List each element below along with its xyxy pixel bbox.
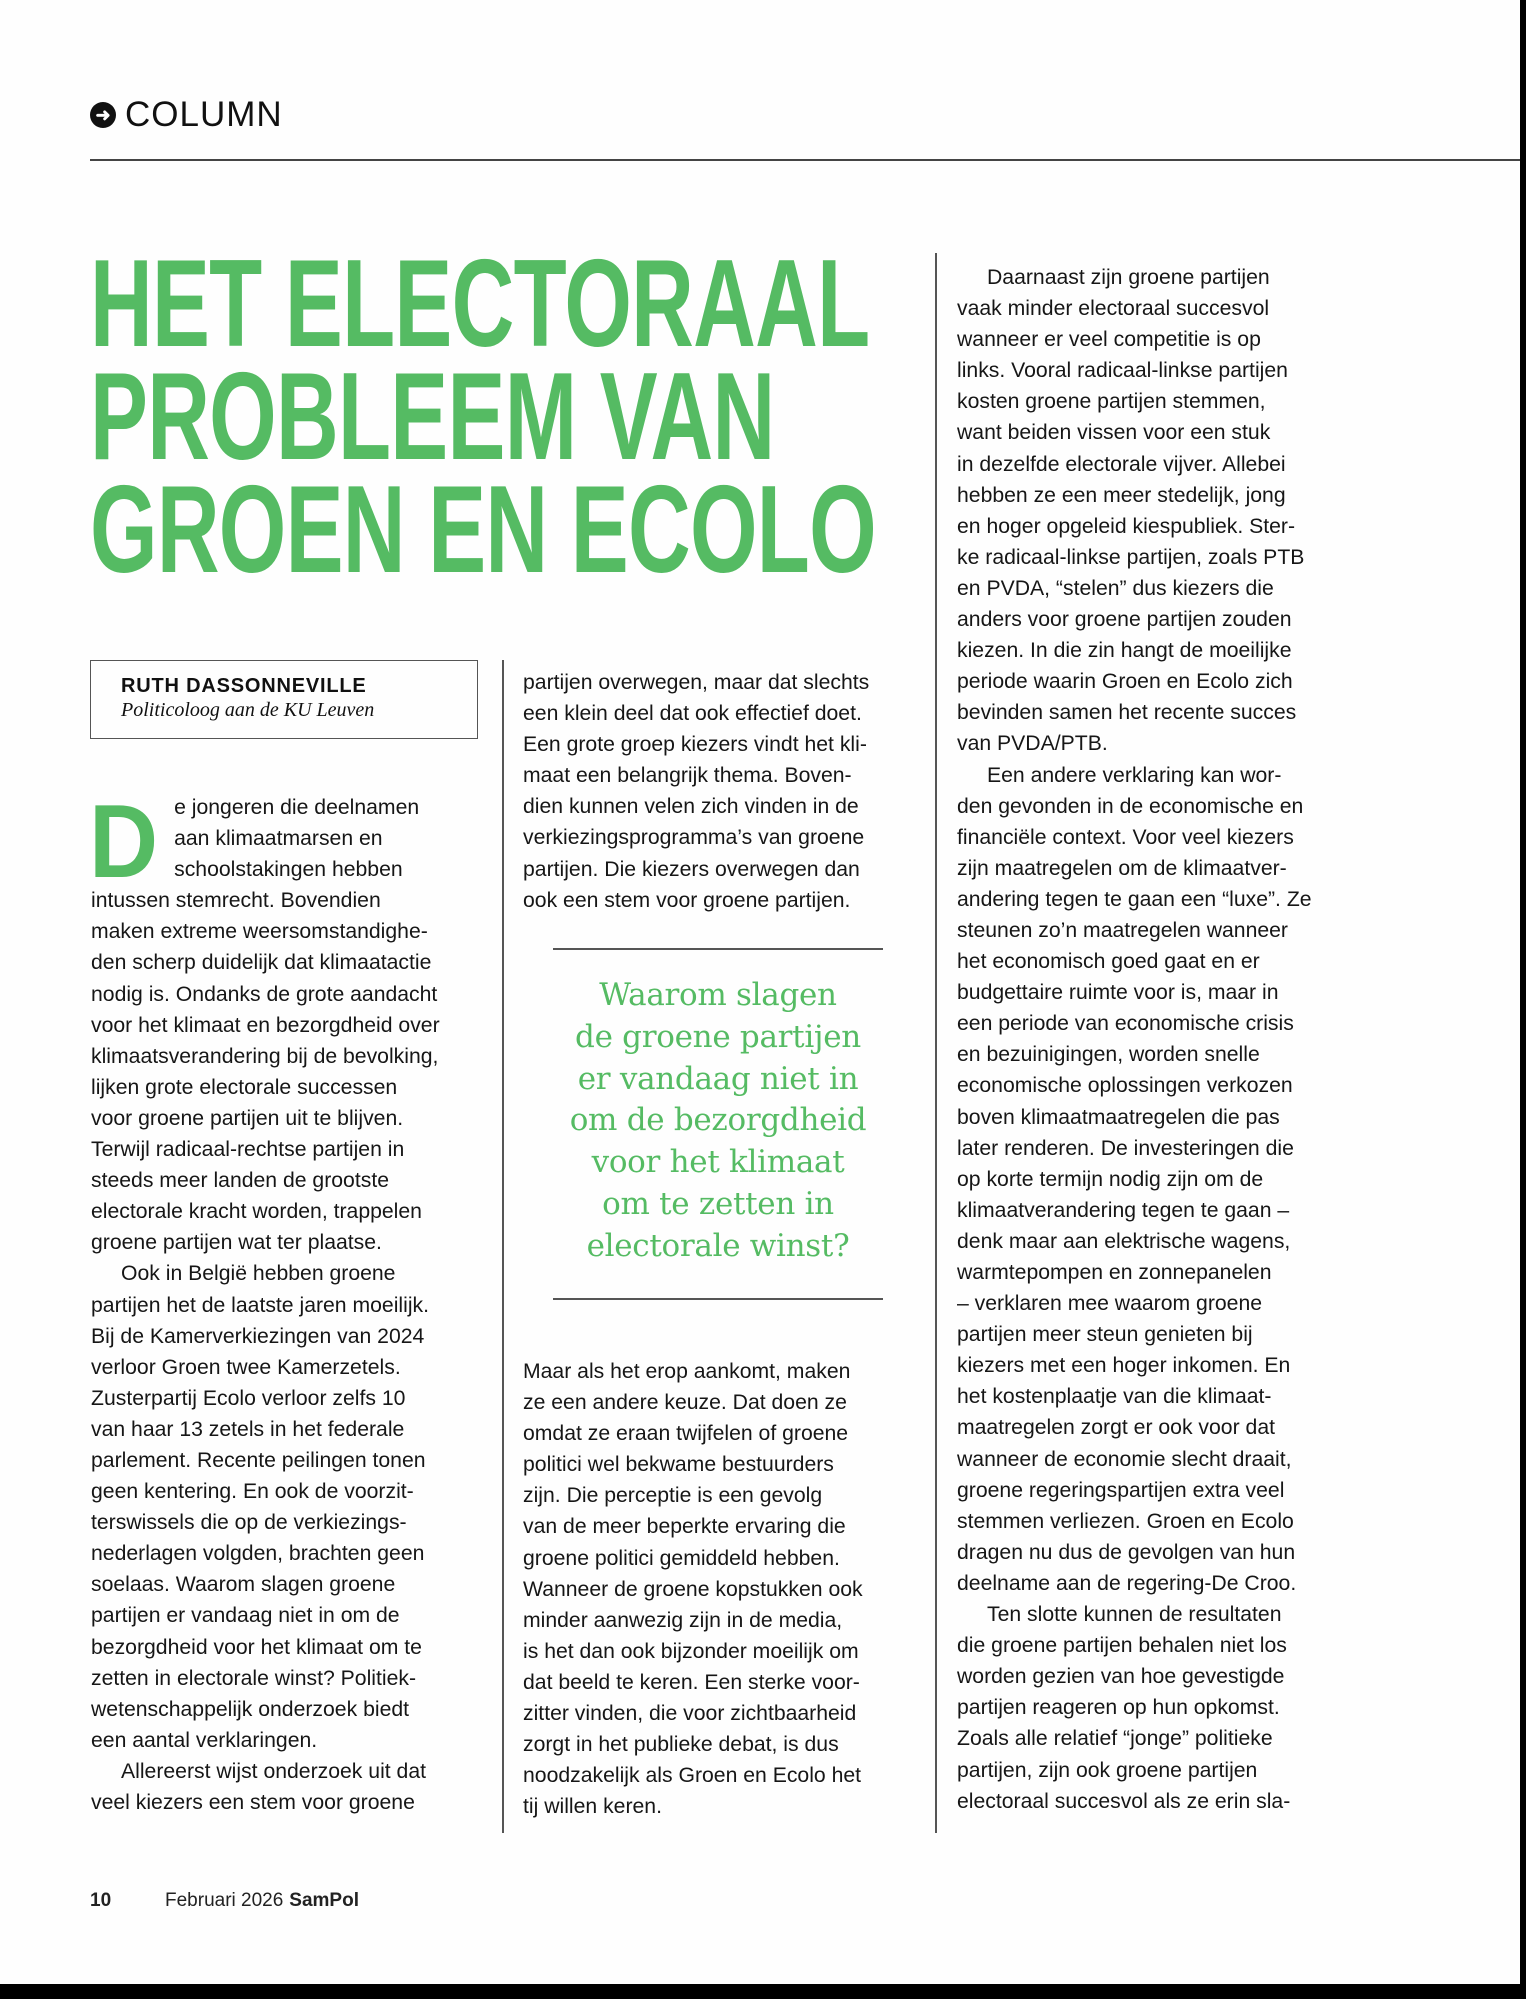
text-line: omdat ze eraan twijfelen of groene xyxy=(523,1422,849,1446)
text-line: zetten in electorale winst? Politiek- xyxy=(91,1666,417,1690)
text-line: kiezers met een hoger inkomen. En xyxy=(957,1354,1291,1378)
magazine-name: SamPol xyxy=(289,1890,359,1911)
text-line: nodig is. Ondanks de grote aandacht xyxy=(91,982,438,1006)
column-divider xyxy=(935,253,937,1833)
text-line: partijen meer steun genieten bij xyxy=(957,1323,1253,1347)
text-line: Zusterpartij Ecolo verloor zelfs 10 xyxy=(91,1386,406,1410)
text-line: warmtepompen en zonnepanelen xyxy=(957,1261,1272,1284)
text-line: parlement. Recente peilingen tonen xyxy=(91,1448,426,1472)
pull-quote xyxy=(540,975,896,1268)
text-line: tij willen keren. xyxy=(523,1795,662,1819)
text-line: ze een andere keuze. Dat doen ze xyxy=(523,1391,847,1415)
text-line: van haar 13 zetels in het federale xyxy=(91,1417,405,1441)
text-line: stemmen verliezen. Groen en Ecolo xyxy=(957,1509,1294,1533)
text-line: van PVDA/PTB. xyxy=(957,732,1108,756)
paragraph xyxy=(523,1356,918,1822)
text-line: wanneer de economie slecht draait, xyxy=(957,1447,1292,1471)
text-line: soelaas. Waarom slagen groene xyxy=(91,1573,396,1597)
headline-line: GROEN EN ECOLO xyxy=(90,461,876,599)
author-name: RUTH DASSONNEVILLE xyxy=(121,675,367,697)
text-line: Zoals alle relatief “jonge” politieke xyxy=(957,1727,1273,1751)
text-line: maken extreme weersomstandighe- xyxy=(91,920,428,944)
text-line: verkiezingsprogramma’s van groene xyxy=(523,826,865,850)
text-line: wetenschappelijk onderzoek biedt xyxy=(91,1697,410,1721)
text-line: van de meer beperkte ervaring die xyxy=(523,1515,846,1539)
text-line: Daarnaast zijn groene partijen xyxy=(987,266,1270,289)
text-line: zijn maatregelen om de klimaatver- xyxy=(957,856,1287,880)
text-line: noodzakelijk als Groen en Ecolo het xyxy=(523,1764,862,1788)
section-label-text: COLUMN xyxy=(125,95,283,134)
text-line: Ten slotte kunnen de resultaten xyxy=(987,1603,1282,1627)
text-line: Wanneer de groene kopstukken ook xyxy=(523,1577,863,1601)
text-line: – verklaren mee waarom groene xyxy=(957,1292,1263,1316)
text-line: andering tegen te gaan een “luxe”. Ze xyxy=(957,887,1312,911)
text-line: Allereerst wijst onderzoek uit dat xyxy=(121,1759,427,1783)
paragraph xyxy=(523,667,918,916)
text-line: partijen. Die kiezers overwegen dan xyxy=(523,857,860,881)
headline xyxy=(90,235,876,599)
text-line: dragen nu dus de gevolgen van hun xyxy=(957,1540,1296,1564)
article-column-1 xyxy=(89,784,486,1818)
text-line: bezorgdheid voor het klimaat om te xyxy=(91,1635,422,1659)
text-line: zorgt in het publieke debat, is dus xyxy=(523,1733,839,1757)
text-line: geen kentering. En ook de voorzit- xyxy=(91,1480,414,1504)
text-line: anders voor groene partijen zouden xyxy=(957,608,1292,632)
text-line: later renderen. De investeringen die xyxy=(957,1136,1294,1160)
text-line: in dezelfde electorale vijver. Allebei xyxy=(957,452,1286,476)
headline-line: PROBLEEM VAN xyxy=(90,348,775,486)
text-line: en hoger opgeleid kiespubliek. Ster- xyxy=(957,514,1296,538)
page-number: 10 xyxy=(90,1890,112,1911)
text-line: en bezuinigingen, worden snelle xyxy=(957,1043,1260,1067)
text-line: een aantal verklaringen. xyxy=(91,1728,318,1752)
paragraph xyxy=(91,1756,486,1818)
text-line: lijken grote electorale successen xyxy=(91,1075,398,1099)
arrow-right-circle-icon: ➜ xyxy=(90,102,116,128)
text-line: minder aanwezig zijn in de media, xyxy=(523,1608,843,1632)
article-column-3 xyxy=(957,262,1357,1817)
paragraph xyxy=(91,1258,486,1756)
issue-date: Februari 2026 xyxy=(165,1890,284,1911)
author-role: Politicoloog aan de KU Leuven xyxy=(121,699,375,721)
text-line: zijn. Die perceptie is een gevolg xyxy=(523,1484,823,1508)
pullquote-line: voor het klimaat xyxy=(591,1144,845,1181)
text-line: economische oplossingen verkozen xyxy=(957,1074,1293,1098)
paragraph xyxy=(957,1599,1357,1817)
text-line: nederlagen volgden, brachten geen xyxy=(91,1542,425,1566)
text-line: Maar als het erop aankomt, maken xyxy=(523,1360,851,1383)
text-line: budgettaire ruimte voor is, maar in xyxy=(957,981,1279,1005)
pullquote-line: om te zetten in xyxy=(602,1185,834,1222)
text-line: kiezen. In die zin hangt de moeilijke xyxy=(957,639,1292,663)
text-line: wanneer er veel competitie is op xyxy=(957,328,1261,352)
text-line: dien kunnen velen zich vinden in de xyxy=(523,795,859,819)
column-divider xyxy=(502,660,504,1833)
text-line: is het dan ook bijzonder moeilijk om xyxy=(523,1639,859,1663)
pullquote-line: om de bezorgdheid xyxy=(569,1102,867,1139)
text-line: steeds meer landen de grootste xyxy=(91,1169,389,1193)
text-line: deelname aan de regering-De Croo. xyxy=(957,1571,1297,1595)
text-line: want beiden vissen voor een stuk xyxy=(957,421,1271,445)
text-line: groene partijen wat ter plaatse. xyxy=(91,1231,382,1255)
text-line: electoraal succesvol als ze erin sla- xyxy=(957,1789,1291,1813)
pullquote-line: Waarom slagen xyxy=(599,977,837,1013)
paragraph xyxy=(957,262,1357,760)
top-rule xyxy=(90,159,1520,161)
text-line: op korte termijn nodig zijn om de xyxy=(957,1167,1264,1191)
text-line: partijen overwegen, maar dat slechts xyxy=(523,671,870,694)
text-line: electorale kracht worden, trappelen xyxy=(91,1200,422,1224)
text-line: hebben ze een meer stedelijk, jong xyxy=(957,483,1286,507)
text-line: aan klimaatmarsen en xyxy=(174,827,383,851)
text-line: het economisch goed gaat en er xyxy=(957,950,1260,974)
text-line: partijen reageren op hun opkomst. xyxy=(957,1696,1280,1720)
text-line: intussen stemrecht. Bovendien xyxy=(91,889,381,913)
text-line: Ook in België hebben groene xyxy=(121,1262,396,1286)
pullquote-line: er vandaag niet in xyxy=(577,1060,859,1097)
text-line: voor groene partijen uit te blijven. xyxy=(91,1106,404,1130)
text-line: voor het klimaat en bezorgdheid over xyxy=(91,1013,440,1037)
article-column-2-top xyxy=(523,667,918,916)
text-line: ke radicaal-linkse partijen, zoals PTB xyxy=(957,545,1305,569)
text-line: bevinden samen het recente succes xyxy=(957,701,1297,725)
paragraph xyxy=(957,760,1357,1600)
text-line: maat een belangrijk thema. Boven- xyxy=(523,764,852,788)
text-line: den gevonden in de economische en xyxy=(957,794,1304,818)
text-line: verloor Groen twee Kamerzetels. xyxy=(91,1355,401,1379)
text-line: den scherp duidelijk dat klimaatactie xyxy=(91,951,432,975)
text-line: terswissels die op de verkiezings- xyxy=(91,1511,407,1535)
pullquote-rule-bottom xyxy=(553,1298,883,1300)
text-line: schoolstakingen hebben xyxy=(174,858,403,882)
text-line: maatregelen zorgt er ook voor dat xyxy=(957,1416,1275,1440)
text-line: Bij de Kamerverkiezingen van 2024 xyxy=(91,1324,425,1348)
text-line: partijen er vandaag niet in om de xyxy=(91,1604,400,1628)
text-line: partijen het de laatste jaren moeilijk. xyxy=(91,1293,430,1317)
text-line: financiële context. Voor veel kiezers xyxy=(957,825,1294,849)
text-line: een klein deel dat ook effectief doet. xyxy=(523,702,862,726)
intro-paragraph xyxy=(89,784,486,1258)
text-line: groene regeringspartijen extra veel xyxy=(957,1478,1285,1502)
text-line: groene politici gemiddeld hebben. xyxy=(523,1546,840,1570)
text-line: e jongeren die deelnamen xyxy=(174,796,420,819)
text-line: een periode van economische crisis xyxy=(957,1012,1294,1036)
text-line: het kostenplaatje van die klimaat- xyxy=(957,1385,1272,1409)
text-line: ook een stem voor groene partijen. xyxy=(523,888,851,912)
text-line: Een andere verklaring kan wor- xyxy=(987,763,1282,787)
text-line: Een grote groep kiezers vindt het kli- xyxy=(523,733,867,757)
text-line: links. Vooral radicaal-linkse partijen xyxy=(957,359,1288,383)
text-line: die groene partijen behalen niet los xyxy=(957,1634,1287,1658)
page-footer xyxy=(90,1890,359,1912)
drop-cap: D xyxy=(89,784,159,900)
text-line: klimaatsverandering bij de bevolking, xyxy=(91,1044,439,1068)
text-line: vaak minder electoraal succesvol xyxy=(957,297,1270,321)
text-line: dat beeld te keren. Een sterke voor- xyxy=(523,1670,860,1694)
text-line: periode waarin Groen en Ecolo zich xyxy=(957,670,1293,694)
text-line: en PVDA, “stelen” dus kiezers die xyxy=(957,576,1274,600)
text-line: kosten groene partijen stemmen, xyxy=(957,390,1266,414)
text-line: boven klimaatmaatregelen die pas xyxy=(957,1105,1280,1129)
pullquote-line: electorale winst? xyxy=(586,1227,850,1264)
text-line: steunen zo’n maatregelen wanneer xyxy=(957,918,1288,942)
text-line: klimaatverandering tegen te gaan – xyxy=(957,1198,1290,1222)
text-line: worden gezien van hoe gevestigde xyxy=(957,1665,1285,1689)
text-line: politici wel bekwame bestuurders xyxy=(523,1453,834,1477)
article-column-2-bottom xyxy=(523,1356,918,1822)
pullquote-line: de groene partijen xyxy=(575,1018,861,1055)
text-line: veel kiezers een stem voor groene xyxy=(91,1791,415,1814)
text-line: partijen, zijn ook groene partijen xyxy=(957,1758,1258,1782)
pullquote-rule-top xyxy=(553,948,883,950)
text-line: Terwijl radicaal-rechtse partijen in xyxy=(91,1138,405,1162)
section-label xyxy=(90,93,283,137)
text-line: zitter vinden, die voor zichtbaarheid xyxy=(523,1702,857,1726)
byline-box xyxy=(90,660,478,739)
headline-line: HET ELECTORAAL xyxy=(90,235,870,373)
text-line: denk maar aan elektrische wagens, xyxy=(957,1229,1291,1253)
